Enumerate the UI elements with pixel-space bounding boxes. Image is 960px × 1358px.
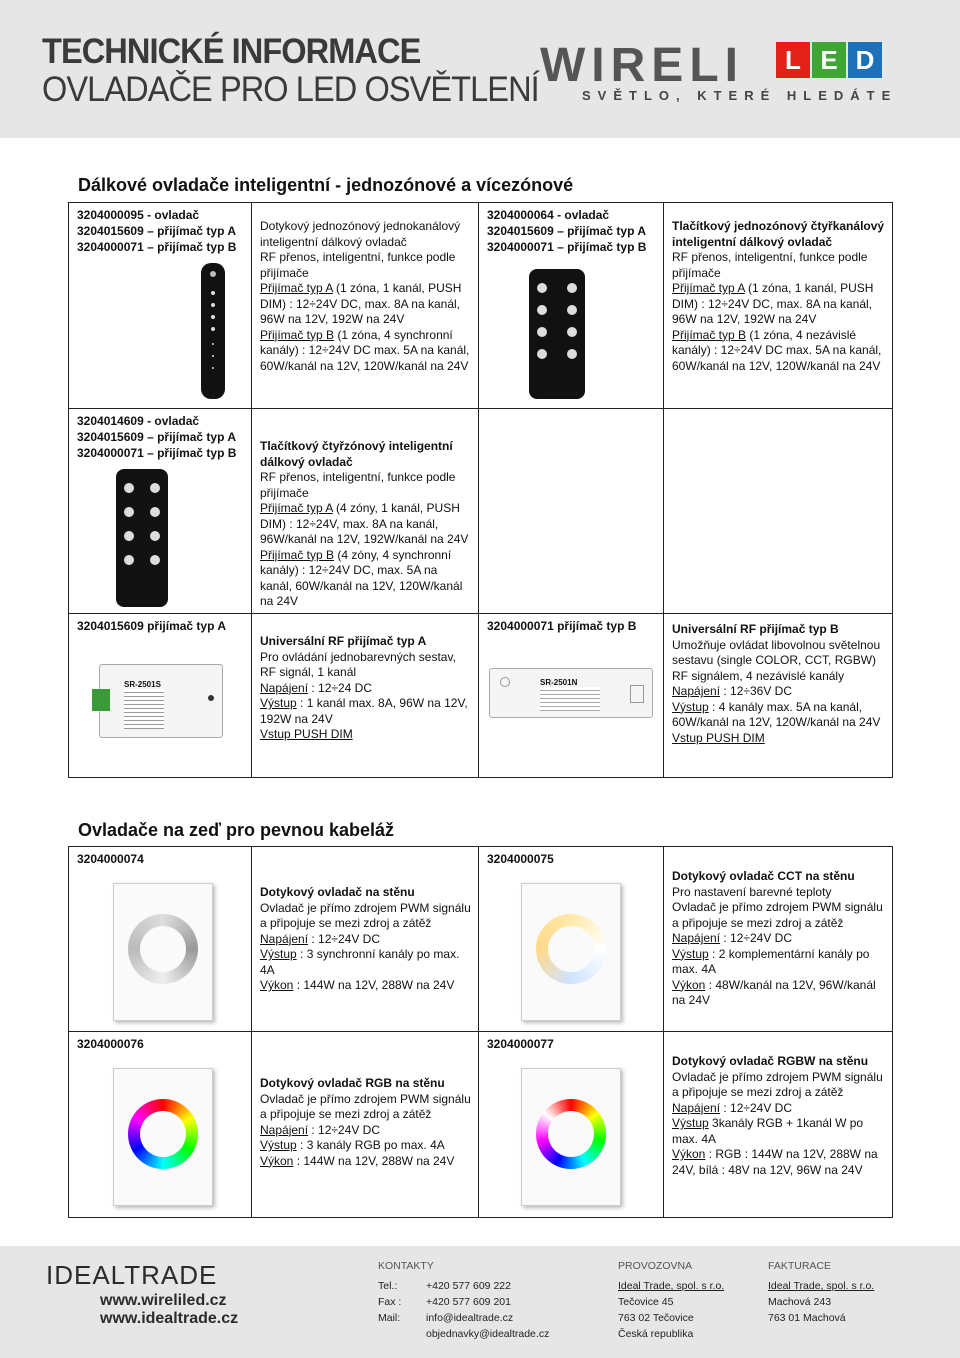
output-label: Výstup (672, 946, 709, 961)
product-description (260, 634, 472, 743)
output-label: Výstup (260, 1138, 297, 1152)
remote-buttons-image (529, 269, 585, 399)
wattage-label: Výkon (672, 977, 706, 992)
led-block-d: D (848, 42, 882, 78)
header-title-line2: OVLADAČE PRO LED OSVĚTLENÍ (42, 70, 539, 109)
input-line (260, 727, 472, 743)
wattage-value: : 144W na 12V, 288W na 24V (293, 1153, 455, 1168)
desc-line: Umožňuje ovládat libovolnou světelnou sestavu (single COLOR, CCT, RGBW) RF signálem, 4 nezávislé kanály (672, 637, 881, 683)
product-description (672, 869, 887, 1009)
power-label: Napájení (672, 1100, 721, 1115)
receiver-a-label: Přijímač typ A (672, 281, 745, 295)
office-country: Česká republika (618, 1328, 694, 1340)
product-cell (479, 203, 664, 408)
power-value: : 12÷24V DC (308, 1122, 380, 1137)
idealtrade-logo: IDEALTRADE (46, 1260, 218, 1290)
desc-line: RF přenos, inteligentní, funkce podle přijímače (672, 250, 868, 280)
product-title: Universální RF přijímač typ B (672, 622, 839, 636)
output-label: Výstup (672, 1116, 709, 1130)
desc-line: RF přenos, inteligentní, funkce podle přijímače (260, 470, 456, 500)
product-cell (69, 847, 252, 1031)
remote-4zone-image (116, 469, 168, 607)
contacts-heading: KONTAKTY (378, 1260, 434, 1272)
receiver-a-text: (1 zóna, 1 kanál, PUSH DIM) : 12÷24V DC, max. 8A na kanál, 96W na 12V, 192W na 24V (672, 281, 874, 326)
product-cell (479, 614, 664, 777)
product-code: 3204000074 (77, 852, 144, 866)
wireli-led-logo (540, 38, 920, 108)
product-title: Tlačítkový jednozónový čtyřkanálový inteligentní dálkový ovladač (672, 219, 885, 249)
billing-street: Machová 243 (768, 1296, 832, 1308)
input-label: Vstup PUSH DIM (260, 727, 353, 741)
receiver-a-text: (4 zóny, 1 kanál, PUSH DIM) : 12÷24V, max. 8A na kanál, 96W/kanál na 12V, 192W/kanál na 24V (260, 501, 469, 546)
power-label: Napájení (260, 931, 309, 946)
page-header (0, 0, 960, 138)
wall-panel-rgb-image (113, 1068, 213, 1206)
product-description (672, 1054, 887, 1178)
fax-value: +420 577 609 201 (426, 1296, 511, 1308)
tel-value[interactable]: +420 577 609 222 (426, 1280, 511, 1292)
product-title: Universální RF přijímač typ A (260, 634, 427, 648)
output-label: Výstup (260, 696, 297, 710)
power-line (672, 931, 887, 947)
description-cell (664, 614, 893, 777)
receiver-b-label: Přijímač typ B (672, 327, 747, 342)
product-codes: 3204000095 - ovladač 3204015609 – přijímač typ A 3204000071 – přijímač typ B (77, 208, 237, 254)
receiver-a-line (672, 281, 887, 328)
product-codes: 3204015609 přijímač typ A (77, 619, 226, 633)
desc-line: Ovladač je přímo zdrojem PWM signálu a připojuje se mezi zdroj a zátěž (672, 900, 883, 930)
product-cell (479, 1032, 664, 1218)
receiver-b-label: Přijímač typ B (260, 327, 335, 342)
receiver-b-text: (4 zóny, 4 synchronní kanály) : 12÷24V DC, max. 5A na kanál, 60W/kanál na 12V, 120W/kanál na 24V (260, 547, 463, 608)
office-city: 763 02 Tečovice (618, 1312, 694, 1324)
product-title: Dotykový ovladač CCT na stěnu (672, 869, 855, 883)
header-title-line1: TECHNICKÉ INFORMACE (42, 32, 421, 71)
wall-panel-cct-image (521, 883, 621, 1021)
wall-controllers-table (68, 846, 893, 1218)
receiver-a-label: Přijímač typ A (260, 281, 333, 295)
output-label: Výstup (260, 947, 297, 961)
office-block (618, 1258, 724, 1342)
product-cell (69, 614, 252, 777)
fax-label: Fax : (378, 1296, 402, 1308)
receiver-b-text: (1 zóna, 4 synchronní kanály) : 12÷24V DC max. 5A na kanál, 60W/kanál na 12V, 120W/kanál na 24V (260, 327, 470, 373)
mail-link-info[interactable]: info@idealtrade.cz (426, 1312, 514, 1324)
product-title: Dotykový ovladač RGB na stěnu (260, 1076, 445, 1090)
product-title: Dotykový ovladač na stěnu (260, 885, 415, 899)
receiver-a-line (260, 281, 472, 328)
power-line (260, 932, 472, 948)
brand-name: WIRELI (540, 39, 744, 92)
receiver-a-image (99, 664, 223, 738)
product-codes: 3204014609 - ovladač 3204015609 – přijímač typ A 3204000071 – přijímač typ B (77, 414, 237, 460)
brand-slogan: SVĚTLO, KTERÉ HLEDÁTE (582, 88, 898, 103)
receiver-a-text: (1 zóna, 1 kanál, PUSH DIM) : 12÷24V DC, max. 8A na kanál, 96W na 12V, 192W na 24V (260, 281, 462, 326)
desc-line: RF přenos, inteligentní, funkce podle přijímače (260, 250, 456, 280)
desc-line: Pro ovládání jednobarevných sestav, RF signál, 1 kanál (260, 649, 456, 679)
receiver-b-line (672, 328, 887, 375)
product-code: 3204000075 (487, 852, 554, 866)
description-cell (664, 203, 893, 408)
power-label: Napájení (260, 680, 309, 695)
wattage-value: : RGB : 144W na 12V, 288W na 24V, bílá : 48V na 12V, 96W na 24V (672, 1147, 878, 1177)
product-codes: 3204000064 - ovladač 3204015609 – přijímač typ A 3204000071 – přijímač typ B (487, 208, 647, 254)
remotes-table (68, 202, 893, 778)
receiver-a-label: Přijímač typ A (260, 501, 333, 515)
power-line (672, 684, 887, 700)
input-label: Vstup PUSH DIM (672, 730, 765, 745)
description-cell (664, 1032, 893, 1218)
wattage-value: : 48W/kanál na 12V, 96W/kanál na 24V (672, 977, 876, 1007)
product-description (672, 622, 887, 746)
output-line (672, 1116, 887, 1147)
wattage-label: Výkon (260, 1153, 294, 1168)
output-value: : 4 kanály max. 5A na kanál, 60W/kanál na 12V, 120W/kanál na 24V (672, 699, 881, 729)
power-label: Napájení (672, 931, 721, 945)
office-street: Tečovice 45 (618, 1296, 674, 1308)
mail-link-orders[interactable]: objednavky@idealtrade.cz (426, 1328, 550, 1340)
receiver-b-line (260, 548, 472, 610)
table-row (69, 203, 892, 409)
power-line (260, 681, 472, 697)
product-description (260, 1076, 472, 1169)
empty-cell (664, 409, 893, 613)
remote-touch-image (201, 263, 225, 399)
product-cell (69, 409, 252, 613)
table-row (69, 409, 892, 614)
output-value: : 3 synchronní kanály po max. 4A (260, 947, 460, 977)
product-code: 3204000076 (77, 1037, 144, 1051)
description-cell (664, 847, 893, 1031)
description-cell (252, 203, 479, 408)
output-value: 3kanály RGB + 1kanál W po max. 4A (672, 1116, 864, 1146)
output-line (260, 947, 472, 978)
product-title: Tlačítkový čtyřzónový inteligentní dálkový ovladač (260, 439, 453, 469)
mail-label: Mail: (378, 1312, 401, 1324)
receiver-b-text: (1 zóna, 4 nezávislé kanály) : 12÷24V DC max. 5A na kanál, 60W/kanál na 12V, 120W/kanál na 24V (672, 327, 882, 373)
output-line (672, 700, 887, 731)
wall-panel-white-image (113, 883, 213, 1021)
output-value: : 3 kanály RGB po max. 4A (296, 1138, 445, 1152)
wattage-line (260, 1154, 472, 1170)
output-line (672, 947, 887, 978)
receiver-b-label: Přijímač typ B (260, 547, 335, 562)
output-label: Výstup (672, 699, 709, 714)
led-block-e: E (812, 42, 846, 78)
website-link-wireli[interactable]: www.wireliled.cz (100, 1292, 227, 1309)
product-cell (69, 203, 252, 408)
output-line (260, 1138, 472, 1154)
tel-label: Tel.: (378, 1280, 398, 1292)
office-company: Ideal Trade, spol. s r.o. (618, 1280, 725, 1292)
table-row (69, 847, 892, 1032)
desc-line: Ovladač je přímo zdrojem PWM signálu a připojuje se mezi zdroj a zátěž (672, 1069, 883, 1099)
receiver-b-line (260, 328, 472, 375)
product-description (260, 885, 472, 994)
product-description (260, 439, 472, 610)
description-cell (252, 614, 479, 777)
power-value: : 12÷36V DC (720, 684, 792, 698)
product-description (260, 219, 472, 374)
output-line (260, 696, 472, 727)
power-value: : 12÷24 DC (308, 680, 372, 695)
power-line (672, 1101, 887, 1117)
desc-line: Ovladač je přímo zdrojem PWM signálu a připojuje se mezi zdroj a zátěž (260, 1091, 471, 1121)
output-value: : 1 kanál max. 8A, 96W na 12V, 192W na 24V (260, 696, 468, 726)
product-cell (69, 1032, 252, 1218)
description-cell (252, 409, 479, 613)
product-code: 3204000077 (487, 1037, 554, 1051)
power-value: : 12÷24V DC (308, 931, 380, 946)
wall-panel-rgbw-image (521, 1068, 621, 1206)
wattage-label: Výkon (260, 978, 294, 992)
wattage-line (672, 1147, 887, 1178)
wattage-line (672, 978, 887, 1009)
wattage-value: : 144W na 12V, 288W na 24V (293, 978, 455, 992)
table-row (69, 614, 892, 777)
page-footer (0, 1246, 960, 1358)
contacts-block (378, 1258, 549, 1342)
description-cell (252, 847, 479, 1031)
receiver-a-model: SR-2501S (124, 680, 161, 689)
office-heading: PROVOZOVNA (618, 1260, 693, 1272)
output-value: : 2 komplementární kanály po max. 4A (672, 946, 870, 976)
product-cell (479, 847, 664, 1031)
product-description (672, 219, 887, 374)
description-cell (252, 1032, 479, 1218)
led-block-l: L (776, 42, 810, 78)
website-link-idealtrade[interactable]: www.idealtrade.cz (100, 1310, 239, 1327)
brand-led-blocks (776, 42, 884, 78)
empty-cell (479, 409, 664, 613)
power-line (260, 1123, 472, 1139)
input-line (672, 731, 887, 747)
power-value: : 12÷24V DC (720, 1100, 792, 1115)
power-value: : 12÷24V DC (720, 931, 792, 945)
section-title-remotes: Dálkové ovladače inteligentní - jednozónové a vícezónové (78, 175, 574, 195)
power-label: Napájení (672, 684, 721, 698)
billing-company: Ideal Trade, spol. s r.o. (768, 1280, 875, 1292)
product-codes: 3204000071 přijímač typ B (487, 619, 637, 633)
desc-line: Ovladač je přímo zdrojem PWM signálu a připojuje se mezi zdroj a zátěž (260, 900, 471, 930)
wattage-label: Výkon (672, 1147, 706, 1161)
power-label: Napájení (260, 1122, 309, 1137)
product-title: Dotykový jednozónový jednokanálový inteligentní dálkový ovladač (260, 219, 461, 249)
billing-city: 763 01 Machová (768, 1312, 846, 1324)
wattage-line (260, 978, 472, 994)
receiver-a-line (260, 501, 472, 548)
billing-heading: FAKTURACE (768, 1260, 832, 1272)
desc-line: Pro nastavení barevné teploty (672, 884, 832, 899)
receiver-b-model: SR-2501N (540, 678, 578, 687)
table-row (69, 1032, 892, 1218)
receiver-b-image (489, 668, 653, 718)
product-title: Dotykový ovladač RGBW na stěnu (672, 1054, 869, 1068)
billing-block (768, 1258, 874, 1326)
section-title-wall: Ovladače na zeď pro pevnou kabeláž (78, 820, 395, 840)
